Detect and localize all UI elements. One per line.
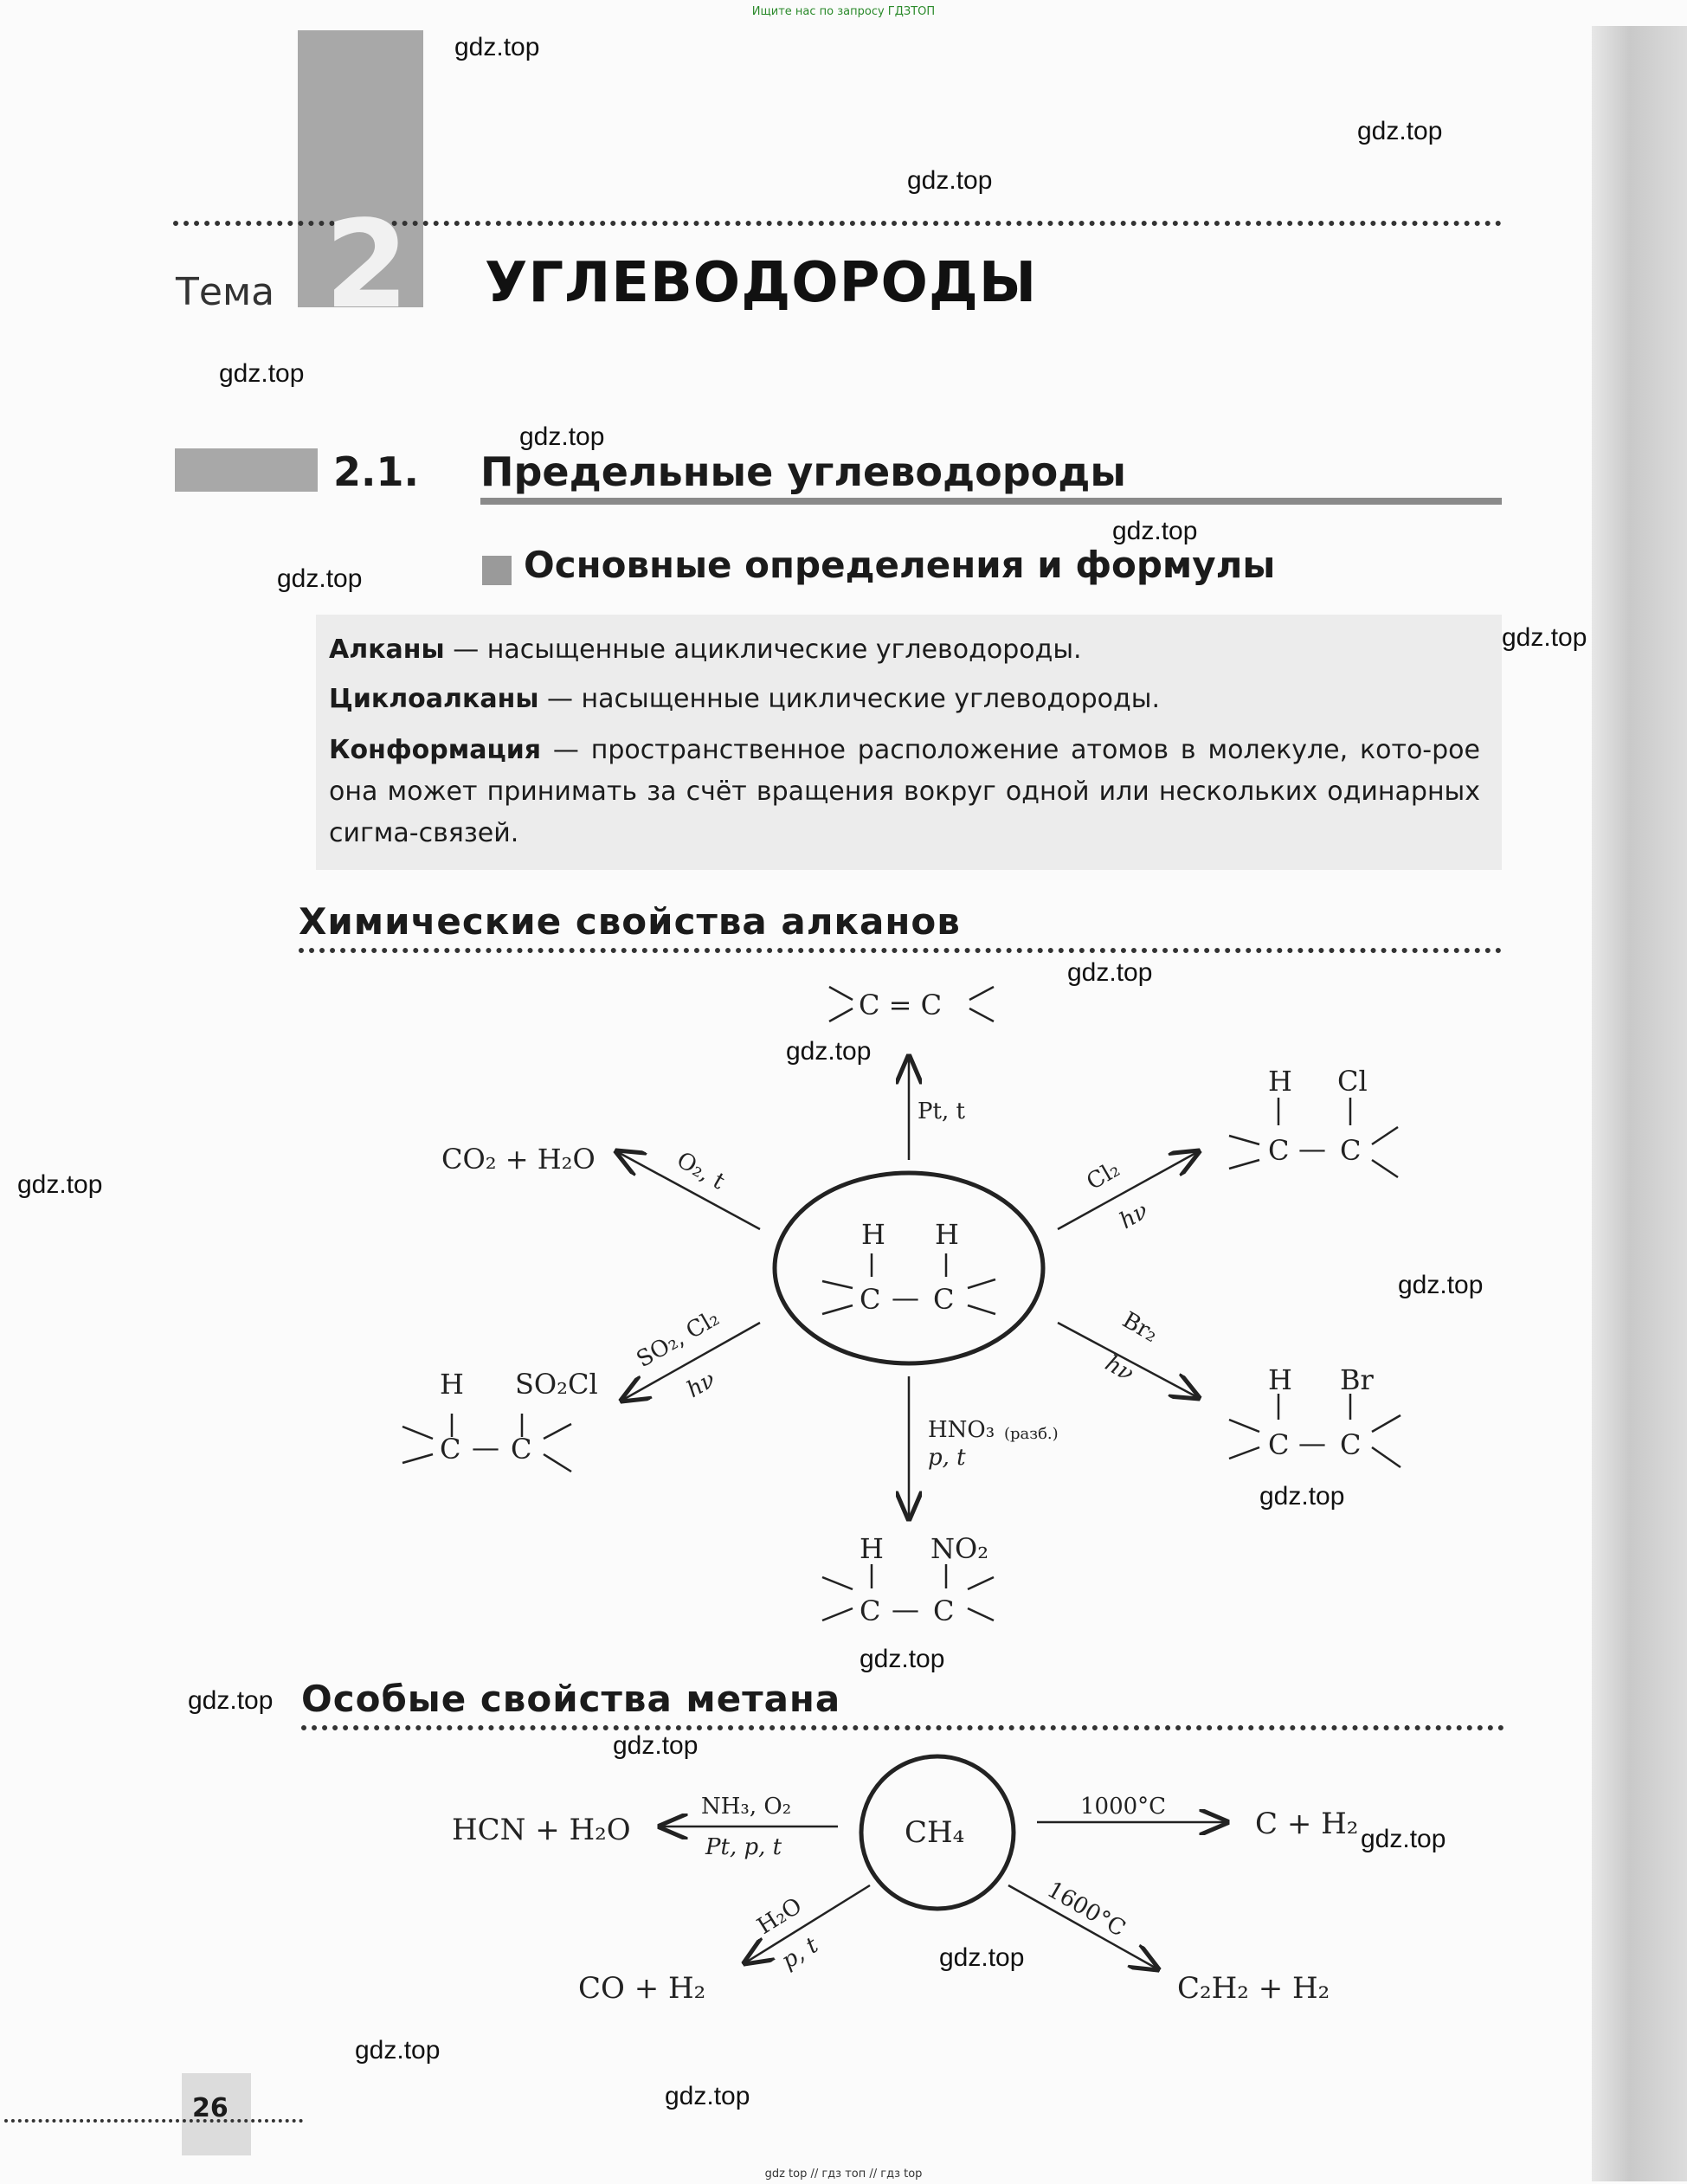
upper-right-cond-top: Cl₂ xyxy=(1082,1156,1124,1196)
watermark: gdz.top xyxy=(860,1645,945,1673)
topic-number: 2 xyxy=(325,195,409,336)
definition-term: Алканы xyxy=(329,635,445,665)
bottom-cond-top: HNO₃ xyxy=(928,1417,995,1443)
watermark: gdz.top xyxy=(454,33,540,61)
watermark: gdz.top xyxy=(907,166,993,195)
methane-lower-left-product: CO + H₂ xyxy=(578,1971,706,2006)
methane-lower-left-cond-bottom: p, t xyxy=(776,1932,823,1975)
lower-left-h: H xyxy=(440,1368,464,1401)
lower-right-h: H xyxy=(1268,1363,1292,1396)
lower-left-cond-top: SO₂, Cl₂ xyxy=(632,1305,724,1374)
lower-right-c2: C xyxy=(1340,1428,1362,1461)
svg-text:—: — xyxy=(472,1431,499,1464)
upper-right-cond-bottom: hν xyxy=(1115,1197,1153,1235)
methane-lower-right-cond-top: 1600°C xyxy=(1042,1877,1130,1942)
watermark: gdz.top xyxy=(188,1686,274,1715)
lower-right-br: Br xyxy=(1340,1363,1374,1396)
top-note: Ищите нас по запросу ГДЗТОП xyxy=(751,5,936,18)
watermark: gdz.top xyxy=(1067,958,1153,987)
watermark: gdz.top xyxy=(1361,1825,1446,1853)
bottom-cond-bottom: p, t xyxy=(928,1445,966,1471)
watermark: gdz.top xyxy=(1398,1271,1484,1299)
topic-label: Тема xyxy=(176,270,275,314)
watermark: gdz.top xyxy=(277,564,363,593)
lower-left-c2: C xyxy=(511,1433,532,1466)
methane-lower-left-cond-top: H₂O xyxy=(752,1892,807,1940)
center-bond: — xyxy=(892,1281,919,1314)
methane-lower-right-product: C₂H₂ + H₂ xyxy=(1177,1971,1330,2006)
bottom-c1: C xyxy=(860,1595,881,1627)
methane-left-cond-bottom: Pt, p, t xyxy=(705,1834,782,1860)
upper-left-product: CO₂ + H₂O xyxy=(441,1143,596,1176)
lower-right-cond-top: Br₂ xyxy=(1117,1307,1162,1349)
upper-left-condition: O₂, t xyxy=(672,1147,730,1195)
footer-dotted-rule xyxy=(4,2119,303,2123)
chapter-title: УГЛЕВОДОРОДЫ xyxy=(485,251,1038,315)
lower-right-c1: C xyxy=(1268,1428,1290,1461)
methane-left-product: HCN + H₂O xyxy=(452,1813,631,1847)
methane-heading: Особые свойства метана xyxy=(301,1678,841,1720)
definition-text: — насыщенные ациклические углеводороды. xyxy=(444,635,1082,665)
methane-right-product: C + H₂ xyxy=(1255,1807,1359,1841)
top-product: C = C xyxy=(859,989,943,1021)
center-h1: H xyxy=(861,1218,885,1251)
page-number: 26 xyxy=(192,2093,229,2123)
center-h2: H xyxy=(935,1218,959,1251)
watermark: gdz.top xyxy=(355,2036,441,2065)
subsection-title: Основные определения и формулы xyxy=(524,544,1276,586)
upper-right-cl: Cl xyxy=(1337,1065,1368,1098)
bottom-h: H xyxy=(860,1532,884,1565)
lower-left-so2cl: SO₂Cl xyxy=(515,1368,598,1401)
svg-text:—: — xyxy=(1298,1427,1326,1459)
definition-text: — пространственное расположение атомов в молекуле, кото-рое она может принимать за счёт вращения вокруг одной или нескольких одинарных сигма-связей. xyxy=(329,735,1480,848)
watermark: gdz.top xyxy=(786,1037,872,1066)
lower-right-cond-bottom: hν xyxy=(1100,1350,1138,1388)
upper-right-c1: C xyxy=(1268,1134,1290,1167)
watermark: gdz.top xyxy=(613,1731,699,1760)
top-condition: Pt, t xyxy=(918,1098,965,1124)
center-c1: C xyxy=(860,1283,881,1316)
lower-left-c1: C xyxy=(440,1433,461,1466)
center-c2: C xyxy=(933,1283,955,1316)
watermark: gdz.top xyxy=(1259,1482,1345,1511)
lower-left-cond-bottom: hν xyxy=(682,1366,720,1404)
watermark: gdz.top xyxy=(1502,623,1587,652)
methane-left-cond-top: NH₃, O₂ xyxy=(701,1794,792,1820)
watermark: gdz.top xyxy=(219,359,305,388)
definition-term: Конформация xyxy=(329,735,541,765)
section-title: Предельные углеводороды xyxy=(480,448,1126,495)
svg-text:—: — xyxy=(892,1593,919,1626)
methane-right-cond-top: 1000°C xyxy=(1080,1794,1167,1820)
svg-text:—: — xyxy=(1298,1132,1326,1165)
watermark: gdz.top xyxy=(1112,517,1198,545)
watermark: gdz.top xyxy=(939,1943,1025,1972)
methane-center: CH₄ xyxy=(905,1815,965,1850)
upper-right-c2: C xyxy=(1340,1134,1362,1167)
alkanes-heading: Химические свойства алканов xyxy=(299,900,961,943)
bottom-c2: C xyxy=(933,1595,955,1627)
definition-term: Циклоалканы xyxy=(329,684,539,714)
watermark: gdz.top xyxy=(1357,117,1443,145)
upper-right-h: H xyxy=(1268,1065,1292,1098)
bottom-cond-note: (разб.) xyxy=(1004,1425,1059,1443)
section-number: 2.1. xyxy=(333,448,419,495)
bottom-note: gdz top // гдз топ // гдз top xyxy=(764,2168,923,2181)
watermark: gdz.top xyxy=(665,2082,750,2110)
bottom-no2: NO₂ xyxy=(930,1532,989,1565)
watermark: gdz.top xyxy=(519,422,605,451)
watermark: gdz.top xyxy=(17,1170,103,1199)
definition-text: — насыщенные циклические углеводороды. xyxy=(538,684,1160,714)
